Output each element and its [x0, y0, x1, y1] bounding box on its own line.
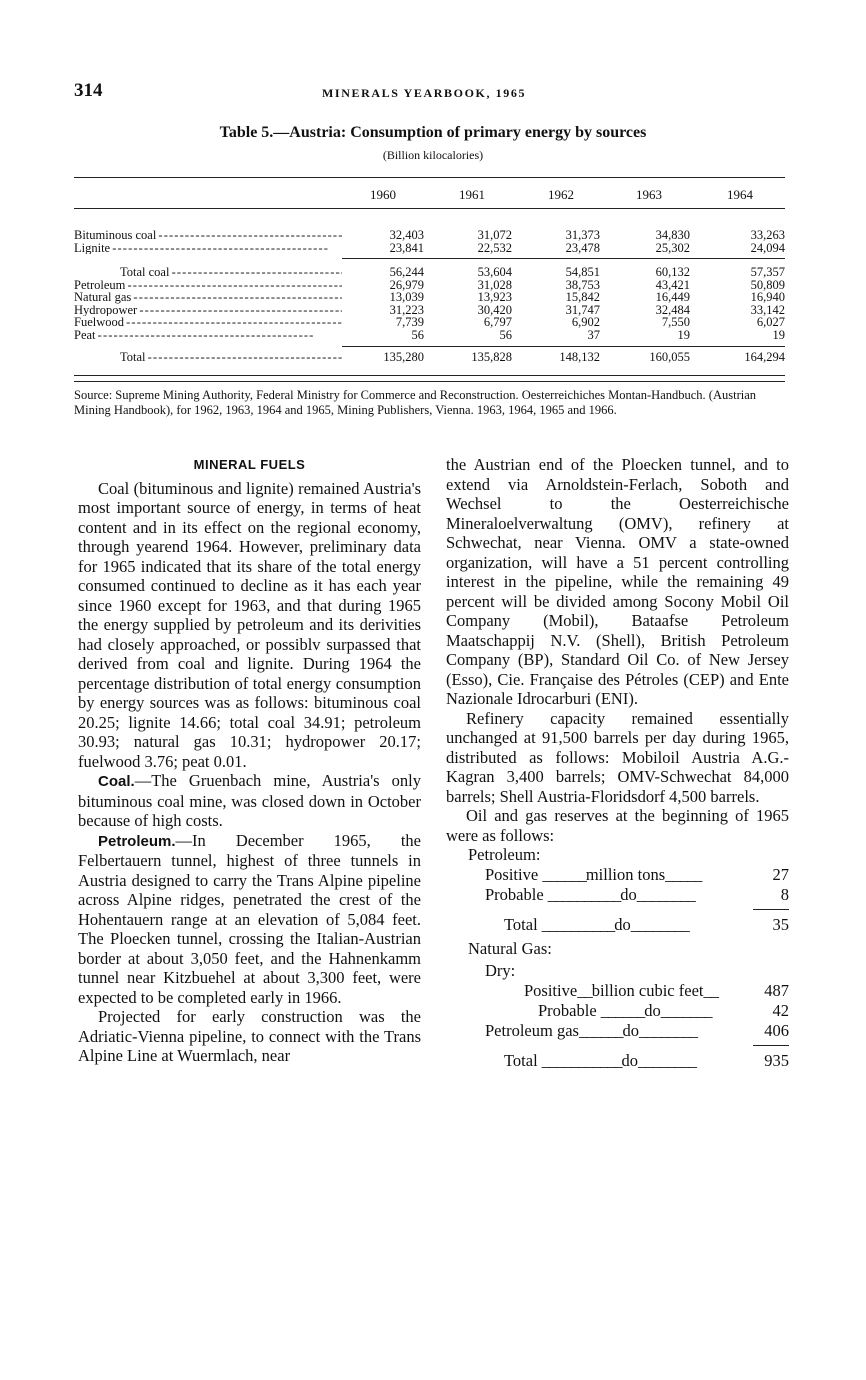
paragraph: Petroleum.—In December 1965, the Felbertauern tunnel, highest of three tunnels in Austria designed to carry the Trans Alpine pipeline across Alpine ridges, penetrated the crest of the Hohentauern range at an elevation of 5,084 feet. The Ploecken tunnel, crossing the Italian-Austrian border at about 3,050 feet, and the Hahnenkamm tunnel near Kitzbuehel at about 3,300 feet, were expected to be completed early in 1966. — [78, 830, 421, 1007]
year-header: 1961 — [459, 187, 485, 202]
cell: 7,739 — [395, 315, 424, 329]
table-row — [74, 329, 785, 342]
section-heading: MINERAL FUELS — [193, 457, 306, 472]
cell: 6,902 — [571, 315, 600, 329]
table-subtitle: (Billion kilocalories) — [382, 148, 484, 162]
cell: 53,604 — [477, 265, 512, 279]
reserves-total-row: Total __________do________ 35 — [504, 915, 789, 934]
year-header: 1963 — [636, 187, 662, 202]
reserves-row: Positive__billion cubic feet__ 487 — [524, 981, 789, 1000]
cell: 56 — [499, 327, 512, 342]
paragraph: Coal.—The Gruenbach mine, Austria's only bituminous coal mine, was closed down in October because of high costs. — [78, 771, 421, 830]
table-body-group-2 — [74, 266, 785, 341]
cell: 31,072 — [477, 228, 512, 242]
row-label: Natural gas - - - — [74, 291, 342, 304]
table-row — [74, 351, 785, 364]
cell: 31,223 — [389, 302, 424, 317]
cell: 135,828 — [471, 350, 512, 364]
reserves-heading: Natural Gas: — [468, 939, 552, 958]
cell: 31,028 — [477, 277, 512, 292]
sum-rule — [753, 1045, 789, 1046]
cell: 38,753 — [565, 277, 600, 292]
reserves-row: Petroleum gas______do________ 406 — [485, 1021, 789, 1040]
running-head: MINERALS YEARBOOK, 1965 — [322, 86, 527, 100]
table-row — [74, 291, 785, 304]
cell: 135,280 — [383, 350, 424, 364]
cell: 32,484 — [655, 302, 690, 317]
cell: 7,550 — [661, 315, 690, 329]
cell: 160,055 — [649, 350, 690, 364]
cell: 34,830 — [655, 228, 690, 242]
table-row — [74, 266, 785, 279]
cell: 57,357 — [750, 265, 785, 279]
row-label: Total - - - — [120, 351, 342, 364]
table-total-group — [74, 351, 785, 364]
cell: 33,263 — [750, 228, 785, 242]
table-row — [74, 242, 785, 255]
row-label: Peat - - - — [74, 329, 342, 342]
cell: 22,532 — [477, 240, 512, 255]
cell: 148,132 — [559, 350, 600, 364]
row-label: Total coal - - - — [120, 266, 342, 279]
cell: 50,809 — [750, 277, 785, 292]
cell: 13,039 — [389, 290, 424, 304]
paragraph: Refinery capacity remained essentially unchanged at 91,500 barrels per day during 1965, distributed as follows: Mobiloil Austria A.G.-Kagran 3,400 barrels; OMV-Schwechat 84,000 barrels; Shell Austria-Floridsdorf 4,500 barrels. — [446, 708, 789, 806]
page-number: 314 — [74, 80, 103, 101]
cell: 31,747 — [565, 302, 600, 317]
cell: 19 — [677, 327, 690, 342]
paragraph: Projected for early construction was the Adriatic-Vienna pipeline, to connect with the Trans Alpine Line at Wuermlach, near — [78, 1007, 421, 1065]
row-label: Hydropower - - - — [74, 304, 342, 317]
table-top-rule — [74, 177, 785, 178]
reserves-heading: Petroleum: — [468, 845, 541, 864]
table-bottom-rule-2 — [74, 381, 785, 382]
cell: 6,797 — [483, 315, 512, 329]
cell: 33,142 — [750, 302, 785, 317]
cell: 26,979 — [389, 277, 424, 292]
row-label: Fuelwood - - - — [74, 316, 342, 329]
total-rule — [342, 346, 785, 347]
run-in-heading: Petroleum. — [98, 832, 176, 850]
table-row — [74, 229, 785, 242]
cell: 16,940 — [750, 290, 785, 304]
year-header: 1964 — [727, 187, 753, 202]
cell: 56,244 — [389, 265, 424, 279]
cell: 31,373 — [565, 228, 600, 242]
table-source-note: Source: Supreme Mining Authority, Federal Ministry for Commerce and Reconstruction. Oesterreichiches Montan-Handbuch. (Austrian Mining Handbook), for 1962, 1963, 1964 and 1965, Mining Publishers, Vienna. 1963, 1964, 1965 and 1966. — [74, 388, 757, 417]
cell: 16,449 — [655, 290, 690, 304]
table-header-rule — [74, 208, 785, 209]
cell: 43,421 — [655, 277, 690, 292]
table-title: Table 5.—Austria: Consumption of primary energy by sources — [219, 124, 647, 141]
row-label: Petroleum - - - — [74, 279, 342, 292]
reserves-row: Probable ______do_______ 42 — [538, 1001, 789, 1020]
paragraph: Coal (bituminous and lignite) remained Austria's most important source of energy, in terms of heat content and in its effect on the regional economy, through yearend 1964. However, preliminary data for 1965 indicated that its share of the total energy consumed continued to decline as it has each year since 1960 except for 1963, and that during 1965 the energy supplied by petroleum and its derivities had closely approached, or possiblv surpassed that derived from coal and lignite. During 1964 the percentage distribution of total energy consumption by energy sources was as follows: bituminous coal 20.25; lignite 14.66; total coal 34.91; petroleum 30.93; natural gas 10.31; hydropower 20.17; fuelwood 3.76; peat 0.01. — [78, 478, 421, 771]
row-label: Bituminous coal - - - — [74, 229, 342, 242]
cell: 32,403 — [389, 228, 424, 242]
cell: 54,851 — [565, 265, 600, 279]
paragraph: the Austrian end of the Ploecken tunnel, and to extend via Arnoldstein-Ferlach, Soboth and Wechsel to the Oesterreichische Mineraloelverwaltung (OMV), refinery at Schwechat, near Vienna. OMV a state-owned organization, will have a 51 percent controlling interest in the pipeline, while the remaining 49 percent will be divided among Socony Mobil Oil Company (Mobil), Bataafse Petroleum Maatschappij N.V. (Shell), British Petroleum Company (BP), Standard Oil Co. of New Jersey (Esso), Cie. Française des Pétroles (CEP) and Ente Nazionale Idrocarburi (ENI). — [446, 455, 789, 708]
year-header: 1962 — [548, 187, 574, 202]
cell: 37 — [587, 327, 600, 342]
cell: 19 — [772, 327, 785, 342]
cell: 25,302 — [655, 240, 690, 255]
right-column — [446, 455, 789, 1071]
cell: 164,294 — [744, 350, 785, 364]
cell: 30,420 — [477, 302, 512, 317]
cell: 6,027 — [756, 315, 785, 329]
cell: 13,923 — [477, 290, 512, 304]
cell: 24,094 — [750, 240, 785, 255]
cell: 23,478 — [565, 240, 600, 255]
reserves-total-row: Total ___________do________ 935 — [504, 1051, 789, 1070]
left-column — [78, 455, 421, 1066]
cell: 60,132 — [655, 265, 690, 279]
reserves-row: Positive ______million tons_____ 27 — [485, 865, 789, 884]
year-header: 1960 — [370, 187, 396, 202]
cell: 23,841 — [389, 240, 424, 255]
table-bottom-rule — [74, 375, 785, 376]
row-label: Lignite - - - — [74, 242, 342, 255]
reserves-row: Probable __________do________ 8 — [485, 885, 789, 904]
cell: 15,842 — [565, 290, 600, 304]
reserves-list — [446, 845, 789, 1071]
paragraph: Oil and gas reserves at the beginning of 1965 were as follows: — [446, 806, 789, 845]
reserves-subheading: Dry: — [485, 961, 516, 980]
cell: 56 — [411, 327, 424, 342]
sum-rule — [753, 909, 789, 910]
table-body-group-1 — [74, 229, 785, 254]
table-row — [74, 316, 785, 329]
run-in-heading: Coal. — [98, 773, 135, 790]
subtotal-rule — [342, 258, 785, 259]
